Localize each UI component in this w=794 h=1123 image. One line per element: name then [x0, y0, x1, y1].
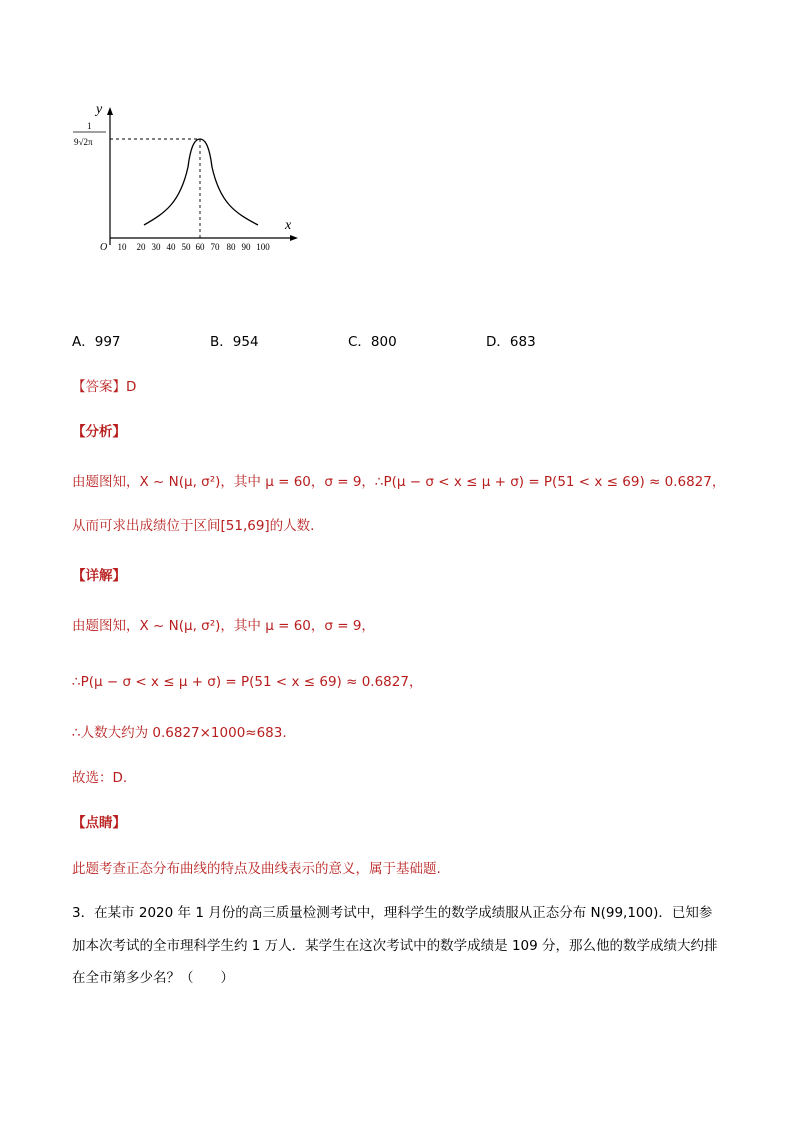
x-axis-arrow — [290, 235, 298, 241]
x-tick-60: 60 — [195, 242, 205, 252]
x-tick-20: 20 — [136, 242, 146, 252]
analysis-line-1: 由题图知，X ~ N(μ, σ²)，其中 μ = 60，σ = 9，∴P(μ − σ < x ≤ μ + σ) = P(51 < x ≤ 69) ≈ 0.6827， — [72, 474, 726, 490]
option-c: C．800 — [348, 334, 397, 350]
detail-line-2: ∴P(μ − σ < x ≤ μ + σ) = P(51 < x ≤ 69) ≈ 0.6827， — [72, 674, 423, 690]
analysis-line-2: 从而可求出成绩位于区间[51,69]的人数. — [72, 518, 315, 534]
x-axis-label: x — [285, 218, 292, 233]
y-axis-label: y — [96, 102, 103, 117]
detail-heading: 【详解】 — [72, 568, 126, 584]
detail-line-1: 由题图知，X ~ N(μ, σ²)，其中 μ = 60，σ = 9， — [72, 618, 375, 634]
x-tick-70: 70 — [210, 242, 220, 252]
detail-line-4: 故选：D. — [72, 770, 128, 786]
detail-line-3: ∴人数大约为 0.6827×1000≈683. — [72, 725, 287, 741]
option-b: B．954 — [210, 334, 259, 350]
y-axis-arrow — [107, 107, 113, 115]
option-d: D．683 — [486, 334, 536, 350]
x-tick-40: 40 — [166, 242, 176, 252]
answer-line: 【答案】D — [72, 379, 137, 395]
option-a: A．997 — [72, 334, 121, 350]
x-tick-10: 10 — [117, 242, 127, 252]
normal-curve-figure — [60, 95, 310, 260]
x-tick-30: 30 — [151, 242, 161, 252]
x-tick-50: 50 — [181, 242, 191, 252]
analysis-heading: 【分析】 — [72, 424, 126, 440]
x-tick-labels — [118, 242, 271, 252]
comment-text: 此题考查正态分布曲线的特点及曲线表示的意义，属于基础题. — [72, 861, 441, 877]
peak-value-numerator: 1 — [87, 121, 92, 131]
question-3-line-2: 加本次考试的全市理科学生约 1 万人．某学生在这次考试中的数学成绩是 109 分，那么他的数学成绩大约排 — [72, 938, 718, 954]
question-3-line-1: 3．在某市 2020 年 1 月份的高三质量检测考试中，理科学生的数学成绩服从正态分布 N(99,100)．已知参 — [72, 905, 713, 921]
x-tick-100: 100 — [256, 242, 270, 252]
peak-value-denominator: 9√2π — [74, 137, 93, 147]
normal-curve — [144, 139, 258, 225]
x-tick-80: 80 — [226, 242, 236, 252]
origin-label: O — [100, 242, 108, 253]
question-3-line-3: 在全市第多少名？（ ） — [72, 970, 234, 986]
x-tick-90: 90 — [241, 242, 251, 252]
comment-heading: 【点睛】 — [72, 815, 126, 831]
